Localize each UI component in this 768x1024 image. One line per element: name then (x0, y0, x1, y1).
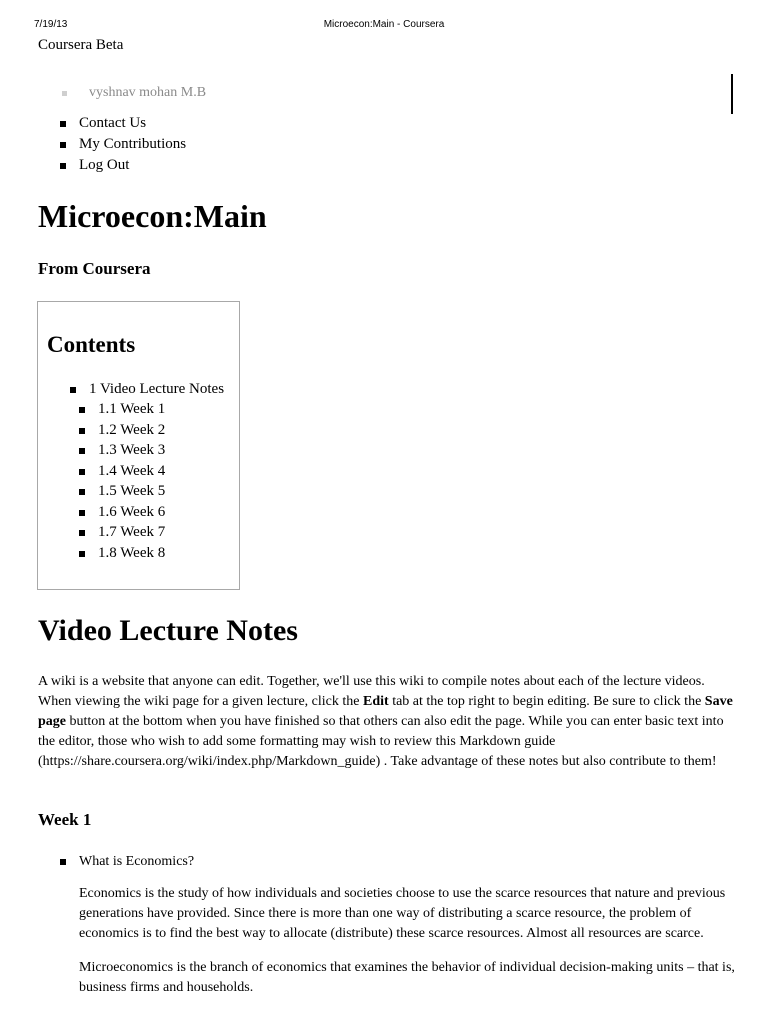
edit-tab-mention: Edit (363, 694, 389, 709)
site-name-link[interactable]: Coursera Beta (38, 37, 124, 53)
topic-paragraph: Economics is the study of how individuals and societies choose to use the scarce resources that nature and previous generations have provided. Since there is more than one way of distributing a scarce resource, the problem of economics is to find the best way to allocate (distribute) these scarce resources. Almost all resources are scarce. (79, 886, 726, 941)
print-title: Microecon:Main - Coursera (323, 19, 445, 30)
toc-subitem[interactable] (79, 502, 165, 523)
toc-link-week-4[interactable]: 1.4 Week 4 (98, 462, 166, 479)
intro-paragraph (38, 672, 738, 772)
toc-sublist (79, 399, 165, 563)
toc-list (70, 379, 224, 400)
toc-heading: Contents (47, 332, 136, 357)
toc-item[interactable] (70, 379, 224, 400)
toc-link-week-1[interactable]: 1.1 Week 1 (98, 401, 166, 417)
week-1-topics (60, 852, 740, 1012)
toc-subitem[interactable] (79, 481, 165, 502)
toc-link-video-lecture-notes[interactable]: 1 Video Lecture Notes (89, 381, 225, 397)
intro-text-3: button at the bottom when you have finished so that others can also edit the page. While you can enter basic text into the editor, those who wish to add some formatting may wish to review this Markdown guide (https://share.coursera.org/wiki/index.php/Markdown_guide) . Take advantage of these notes but also contribute to them! (38, 714, 724, 769)
page-title: Microecon:Main (38, 198, 267, 234)
topic-title: What is Economics? (79, 854, 195, 869)
user-menu (60, 83, 206, 103)
toc-subitem[interactable] (79, 522, 165, 543)
section-title: Video Lecture Notes (38, 614, 298, 647)
toc-link-week-7[interactable]: 1.7 Week 7 (98, 524, 166, 540)
save-page-mention: Save page (38, 694, 733, 729)
toc-link-week-6[interactable]: 1.6 Week 6 (98, 503, 166, 520)
account-nav (60, 113, 186, 176)
week-1-heading: Week 1 (38, 810, 92, 829)
toc-subitem[interactable] (79, 420, 165, 441)
user-name-link[interactable]: vyshnav mohan M.B (60, 83, 206, 103)
toc-link-week-8[interactable]: 1.8 Week 8 (98, 544, 166, 561)
intro-text-2: tab at the top right to begin editing. Be sure to click the (388, 694, 705, 709)
toc-link-week-5[interactable]: 1.5 Week 5 (98, 483, 166, 499)
topic-paragraph: Microeconomics is the branch of economics that examines the behavior of individual decision-making units – that is, business firms and households. (79, 960, 735, 995)
toc-subitem[interactable] (79, 461, 165, 482)
contact-us-link[interactable]: Contact Us (79, 115, 147, 131)
toc-link-week-2[interactable]: 1.2 Week 2 (98, 421, 166, 438)
print-header (0, 19, 768, 33)
nav-item-my-contributions[interactable] (60, 134, 186, 155)
list-item (60, 852, 740, 998)
toc-subitem[interactable] (79, 399, 165, 420)
print-date: 7/19/13 (34, 19, 68, 30)
vertical-divider (731, 74, 733, 114)
nav-item-contact-us[interactable] (60, 113, 186, 134)
toc-subitem[interactable] (79, 543, 165, 564)
intro-text-1: A wiki is a website that anyone can edit. Together, we'll use this wiki to compile notes about each of the lecture videos. When viewing the wiki page for a given lecture, click the (38, 674, 705, 709)
toc-subitem[interactable] (79, 440, 165, 461)
nav-item-log-out[interactable] (60, 155, 186, 176)
log-out-link[interactable]: Log Out (79, 157, 130, 173)
toc-link-week-3[interactable]: 1.3 Week 3 (98, 442, 166, 458)
table-of-contents (37, 301, 240, 590)
my-contributions-link[interactable]: My Contributions (79, 136, 187, 152)
page-subtitle: From Coursera (38, 259, 151, 278)
